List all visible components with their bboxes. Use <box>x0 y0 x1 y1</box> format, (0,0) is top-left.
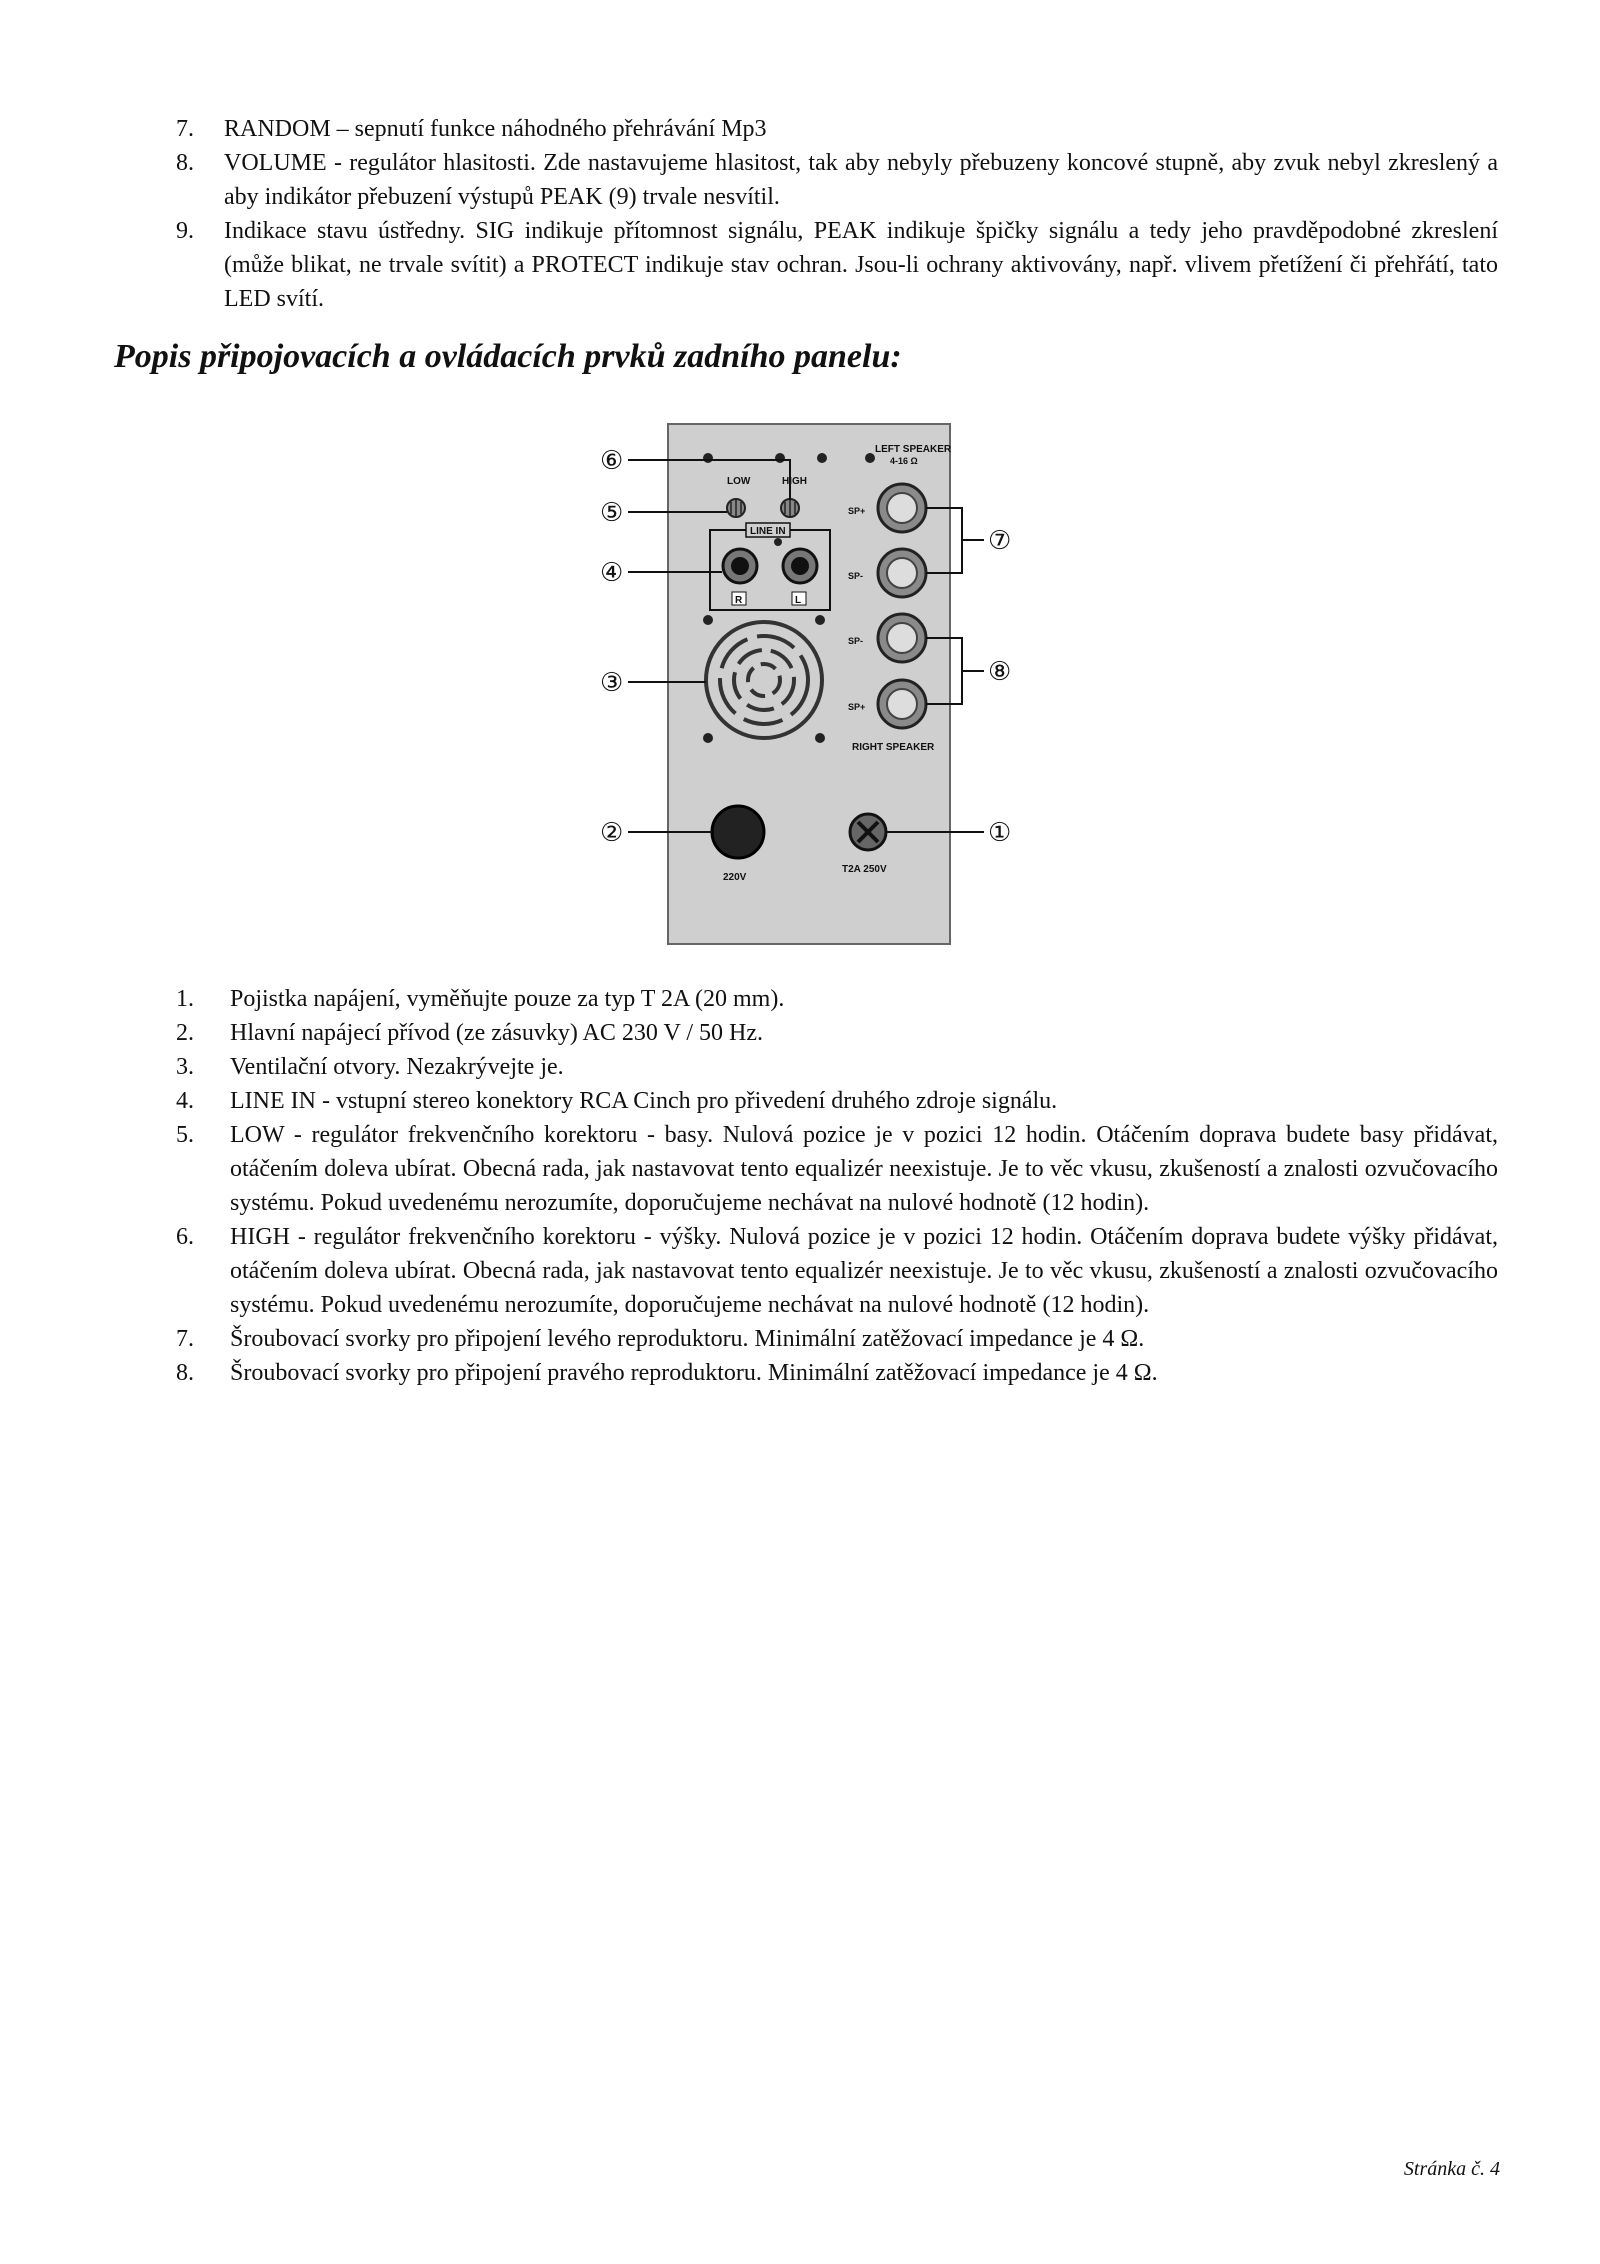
page-number: Stránka č. 4 <box>1403 2158 1500 2180</box>
right-speaker-minus-terminal[interactable] <box>878 614 926 662</box>
high-label: HIGH <box>782 476 807 487</box>
low-knob[interactable] <box>727 499 745 517</box>
low-label: LOW <box>727 476 751 487</box>
line-in-label: LINE IN <box>750 526 786 537</box>
mains-inlet[interactable] <box>712 806 764 858</box>
section-heading: Popis připojovacích a ovládacích prvků zadního panelu: <box>114 338 902 375</box>
list-item: 5. LOW - regulátor frekvenčního korektoru - basy. Nulová pozice je v pozici 12 hodin. Otáčením doprava budete basy přidávat, otáčením doleva ubírat. Obecná rada, jak nastavovat tento equalizér neexistuje. Je to věc vkusu, zkušeností a znalosti ozvučovacího systému. Pokud uvedenému nerozumíte, doporučujeme nechávat na nulové hodnotě (12 hodin). <box>176 1122 1498 1216</box>
bottom-numbered-list <box>176 982 1498 1390</box>
top-numbered-list <box>176 112 1498 316</box>
left-speaker-plus-terminal[interactable] <box>878 484 926 532</box>
rca-r-label: R <box>735 595 743 606</box>
list-item: 3. Ventilační otvory. Nezakrývejte je. <box>176 1054 564 1080</box>
callout-1: ① <box>988 818 1012 848</box>
mains-label: 220V <box>723 872 747 883</box>
sp-plus-label: SP+ <box>848 702 866 712</box>
rca-l-label: L <box>795 595 802 606</box>
left-speaker-minus-terminal[interactable] <box>878 549 926 597</box>
fuse-holder[interactable] <box>850 814 886 850</box>
left-speaker-label: LEFT SPEAKER <box>875 444 952 455</box>
list-item: 7. RANDOM – sepnutí funkce náhodného přehrávání Mp3 <box>176 116 767 142</box>
callout-4: ④ <box>600 558 624 588</box>
high-knob[interactable] <box>781 499 799 517</box>
callout-8: ⑧ <box>988 657 1012 687</box>
callout-7: ⑦ <box>988 526 1012 556</box>
rear-panel-diagram <box>580 420 1060 950</box>
right-speaker-label: RIGHT SPEAKER <box>852 742 935 753</box>
sp-minus-label: SP- <box>848 571 864 581</box>
right-speaker-plus-terminal[interactable] <box>878 680 926 728</box>
list-item: 4. LINE IN - vstupní stereo konektory RCA Cinch pro přivedení druhého zdroje signálu. <box>176 1088 1058 1114</box>
fuse-label: T2A 250V <box>842 864 887 875</box>
callout-5: ⑤ <box>600 498 624 528</box>
sp-plus-label: SP+ <box>848 506 866 516</box>
list-item: 7. Šroubovací svorky pro připojení levého reproduktoru. Minimální zatěžovací impedance je 4 Ω. <box>176 1326 1145 1352</box>
list-item: 6. HIGH - regulátor frekvenčního korektoru - výšky. Nulová pozice je v pozici 12 hodin. Otáčením doprava budete výšky přidávat, otáčením doleva ubírat. Obecná rada, jak nastavovat tento equalizér neexistuje. Je to věc vkusu, zkušeností a znalosti ozvučovacího systému. Pokud uvedenému nerozumíte, doporučujeme nechávat na nulové hodnotě (12 hodin). <box>176 1224 1498 1318</box>
list-item: 2. Hlavní napájecí přívod (ze zásuvky) AC 230 V / 50 Hz. <box>176 1020 763 1046</box>
list-item: 8. VOLUME - regulátor hlasitosti. Zde nastavujeme hlasitost, tak aby nebyly přebuzeny koncové stupně, aby zvuk nebyl zkreslený a aby indikátor přebuzení výstupů PEAK (9) trvale nesvítil. <box>176 150 1498 210</box>
list-item: 9. Indikace stavu ústředny. SIG indikuje přítomnost signálu, PEAK indikuje špičky signálu a tedy jeho pravděpodobné zkreslení (může blikat, ne trvale svítit) a PROTECT indikuje stav ochran. Jsou-li ochrany aktivovány, např. vlivem přetížení či přehřátí, tato LED svítí. <box>176 218 1498 312</box>
callout-2: ② <box>600 818 624 848</box>
left-impedance-label: 4-16 Ω <box>890 456 918 466</box>
rca-right-jack[interactable] <box>723 549 757 583</box>
callout-6: ⑥ <box>600 446 624 476</box>
list-item: 1. Pojistka napájení, vyměňujte pouze za typ T 2A (20 mm). <box>176 986 785 1012</box>
sp-minus-label: SP- <box>848 636 864 646</box>
list-item: 8. Šroubovací svorky pro připojení pravého reproduktoru. Minimální zatěžovací impedance je 4 Ω. <box>176 1360 1158 1386</box>
callout-3: ③ <box>600 668 624 698</box>
rca-left-jack[interactable] <box>783 549 817 583</box>
